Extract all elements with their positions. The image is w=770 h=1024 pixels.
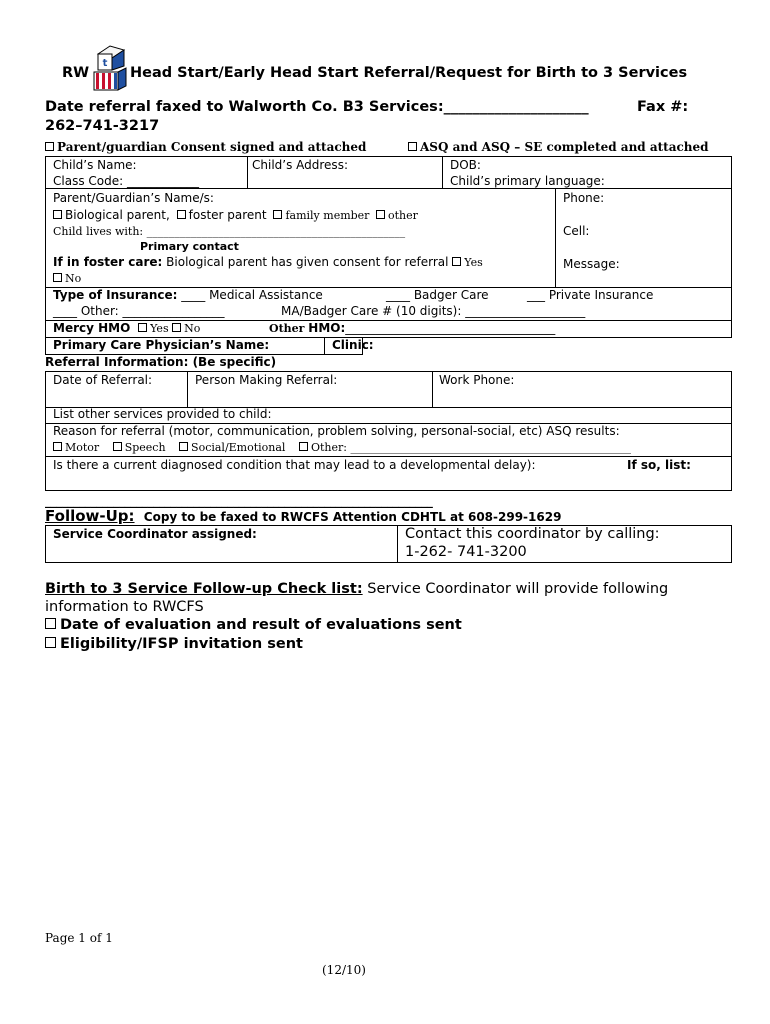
other-hmo-field[interactable]: Other HMO:___________________________________ [269,321,556,335]
checklist-text-2: information to RWCFS [45,599,204,615]
reason-label: Reason for referral (motor, communication, problem solving, personal-social, etc) ASQ results: [53,424,620,438]
insurance-line-1: Type of Insurance: ____ Medical Assistance [53,288,323,302]
asq-label: ASQ and ASQ – SE completed and attached [420,140,709,154]
relationship-options: Biological parent, foster parent family member other [53,208,418,222]
private-insurance-option[interactable]: ___ Private Insurance [527,288,654,302]
other-insurance-field[interactable]: ____ Other: _________________ [53,304,225,318]
primary-contact-label: Primary contact [140,240,239,253]
mercy-yes-checkbox[interactable] [138,323,147,332]
mercy-hmo-line: Mercy HMO Yes No [53,321,201,335]
person-making-referral-label: Person Making Referral: [195,373,338,387]
checkbox-icon [53,273,62,282]
logo-prefix: RW [62,65,90,81]
page-number: Page 1 of 1 [45,931,113,945]
physician-label: Primary Care Physician’s Name: [53,338,270,352]
parent-consent-label: Parent/guardian Consent signed and attached [57,140,367,154]
logo-icon [92,42,130,92]
checklist-item-ifsp[interactable]: Eligibility/IFSP invitation sent [45,636,303,652]
checklist-heading: Birth to 3 Service Follow-up Check list: Service Coordinator will provide following [45,581,669,597]
lives-with-field[interactable]: Child lives with: _______________________________________________ [53,225,406,238]
contact-phone: 1-262- 741-3200 [405,544,527,560]
foster-no-checkbox[interactable]: No [53,272,81,285]
reason-options: Motor Speech Social/Emotional Other: ___________________________________________________ [53,441,631,454]
checkbox-icon [45,142,54,151]
diagnosis-rule: ____________________________________________________________________ [45,494,433,508]
checklist-item-evaluation[interactable]: Date of evaluation and result of evaluations sent [45,617,462,633]
checkbox-icon [408,142,417,151]
child-address-label: Child’s Address: [252,158,348,172]
family-member-checkbox[interactable] [273,210,282,219]
medical-assistance-option[interactable]: ____ Medical Assistance [181,288,323,302]
other-checkbox[interactable] [376,210,385,219]
badger-care-option[interactable]: ____ Badger Care [386,288,489,302]
checkbox-icon [45,637,56,648]
guardian-names-label: Parent/Guardian’s Name/s: [53,191,214,205]
other-services-label: List other services provided to child: [53,407,272,421]
speech-checkbox[interactable] [113,442,122,451]
svg-text:t: t [102,58,108,69]
ma-badger-number-field[interactable]: MA/Badger Care # (10 digits): ____________________ [281,304,586,318]
child-name-label: Child’s Name: [53,158,137,172]
social-emotional-checkbox[interactable] [179,442,188,451]
foster-parent-checkbox[interactable] [177,210,186,219]
checkbox-icon [45,618,56,629]
dob-label: DOB: [450,158,481,172]
clinic-label: Clinic: [332,338,374,352]
foster-care-line: If in foster care: Biological parent has given consent for referral Yes [53,255,483,269]
diagnosis-label: Is there a current diagnosed condition that may lead to a developmental delay): [53,458,536,472]
motor-checkbox[interactable] [53,442,62,451]
mercy-no-checkbox[interactable] [172,323,181,332]
coordinator-label: Service Coordinator assigned: [53,527,257,541]
fax-label: Fax #: [637,99,689,115]
follow-up-line: Follow-Up: Copy to be faxed to RWCFS Attention CDHTL at 608-299-1629 [45,507,562,525]
message-label: Message: [563,257,620,271]
work-phone-label: Work Phone: [439,373,515,387]
bio-parent-checkbox[interactable] [53,210,62,219]
parent-consent-checkbox[interactable] [45,140,366,154]
date-of-referral-label: Date of Referral: [53,373,153,387]
cell-label: Cell: [563,224,590,238]
page-title: Head Start/Early Head Start Referral/Request for Birth to 3 Services [130,65,688,81]
class-code-label: Class Code: ____________ [53,174,199,188]
asq-checkbox[interactable] [408,140,709,154]
if-so-list-label: If so, list: [627,458,691,472]
fax-number: 262–741-3217 [45,118,160,134]
other-reason-checkbox[interactable] [299,442,308,451]
primary-language-label: Child’s primary language: [450,174,605,188]
referral-heading: Referral Information: (Be specific) [45,355,277,369]
date-faxed-label: Date referral faxed to Walworth Co. B3 Services:____________________ [45,99,589,115]
contact-coordinator-label: Contact this coordinator by calling: [405,526,660,542]
phone-label: Phone: [563,191,605,205]
version-date: (12/10) [322,963,366,977]
foster-yes-checkbox[interactable] [452,257,461,266]
